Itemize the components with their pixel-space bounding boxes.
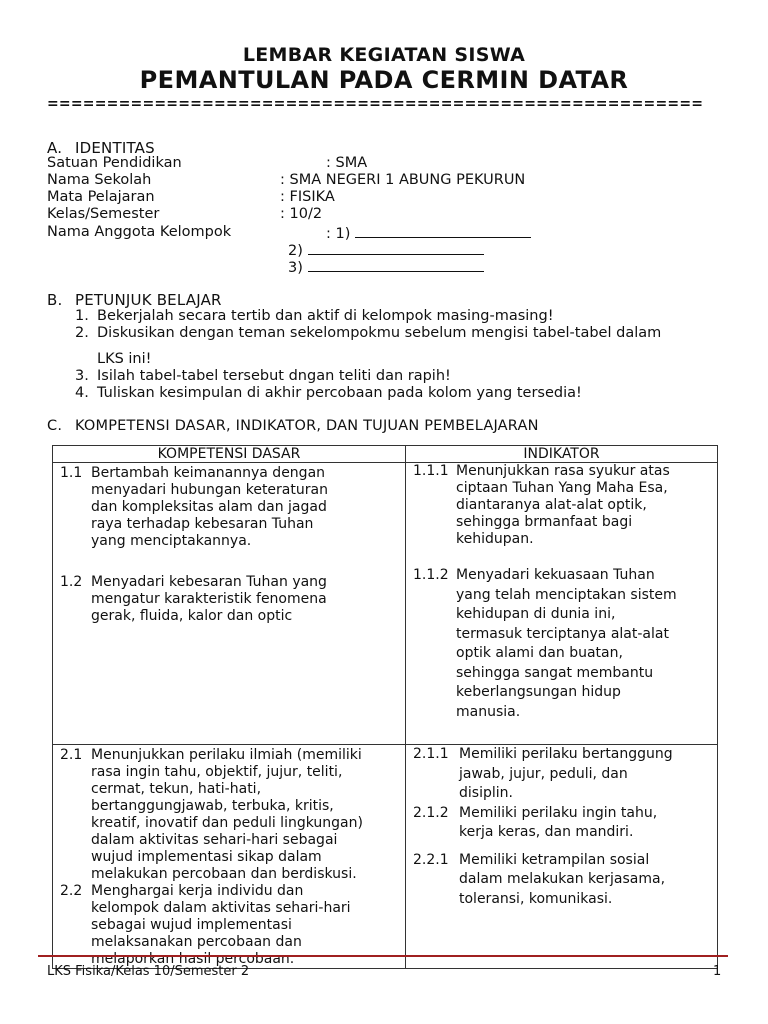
item-line: sebagai wujud implementasi xyxy=(91,917,292,933)
item-text xyxy=(459,745,717,804)
item-line: termasuk terciptanya alat-alat xyxy=(456,625,669,642)
instruction-item xyxy=(75,385,582,402)
item-line: diantaranya alat-alat optik, xyxy=(456,497,647,513)
item-line: raya terhadap kebesaran Tuhan xyxy=(91,516,314,532)
item-line: cermat, tekun, hati-hati, xyxy=(91,781,262,797)
identity-value-sekolah: : SMA NEGERI 1 ABUNG PEKURUN xyxy=(280,172,526,188)
instruction-item xyxy=(75,368,451,385)
item-code: 1.2 xyxy=(60,574,83,590)
section-a-title: IDENTITAS xyxy=(75,139,155,157)
instruction-item xyxy=(75,308,554,325)
instruction-number: 2. xyxy=(75,325,89,341)
item-line: sehingga brmanfaat bagi xyxy=(456,514,633,530)
item-line: dalam aktivitas sehari-hari sebagai xyxy=(91,832,338,848)
section-b-number: B. xyxy=(47,291,63,309)
member-1-blank[interactable] xyxy=(355,224,531,238)
worksheet-title: PEMANTULAN PADA CERMIN DATAR xyxy=(139,66,629,94)
item-line: gerak, fluida, kalor dan optic xyxy=(91,608,293,624)
identity-value-mapel: : FISIKA xyxy=(280,189,335,205)
identity-value-satuan: : SMA xyxy=(326,155,368,171)
item-line: Memiliki perilaku ingin tahu, xyxy=(459,804,658,821)
item-line: Menyadari kebesaran Tuhan yang xyxy=(91,574,327,590)
kd-cell xyxy=(53,745,406,969)
item-line: rasa ingin tahu, objektif, jujur, teliti, xyxy=(91,764,343,780)
item-code: 1.1.1 xyxy=(413,463,449,479)
item-line: Menghargai kerja individu dan xyxy=(91,883,304,899)
item-text xyxy=(459,851,717,910)
footer-rule xyxy=(38,955,728,957)
identity-member-3 xyxy=(288,258,484,277)
kd-item xyxy=(60,574,405,625)
item-code: 2.2 xyxy=(60,883,83,899)
item-line: jawab, jujur, peduli, dan xyxy=(459,765,628,782)
item-line: ciptaan Tuhan Yang Maha Esa, xyxy=(456,480,668,496)
item-line: melaksanakan percobaan dan xyxy=(91,934,302,950)
identity-label-sekolah: Nama Sekolah xyxy=(47,172,152,188)
item-text xyxy=(91,465,405,550)
indikator-item xyxy=(413,566,717,722)
identity-label-satuan: Satuan Pendidikan xyxy=(47,155,182,171)
item-line: disiplin. xyxy=(459,785,513,801)
table-row xyxy=(53,745,718,969)
item-line: kreatif, inovatif dan peduli lingkungan) xyxy=(91,815,363,831)
separator-line: ======================================================= xyxy=(47,96,704,112)
item-line: yang menciptakannya. xyxy=(91,533,252,549)
item-code: 2.1 xyxy=(60,747,83,763)
member-3-blank[interactable] xyxy=(308,258,484,272)
item-text xyxy=(91,574,405,625)
header-kompetensi-dasar: KOMPETENSI DASAR xyxy=(53,446,406,463)
item-line: Memiliki ketrampilan sosial xyxy=(459,851,650,868)
item-line: melaporkan hasil percobaan. xyxy=(91,951,295,967)
item-line: yang telah menciptakan sistem xyxy=(456,586,677,603)
member-1-label: : 1) xyxy=(326,226,351,242)
item-line: menyadari hubungan keteraturan xyxy=(91,482,328,498)
instruction-item xyxy=(75,325,661,342)
item-line: dalam melakukan kerjasama, xyxy=(459,871,666,887)
item-line: Menunjukkan perilaku ilmiah (memiliki xyxy=(91,747,362,763)
indikator-cell xyxy=(406,745,718,969)
instruction-number: 3. xyxy=(75,368,89,384)
item-code: 2.2.1 xyxy=(413,851,449,868)
indikator-item xyxy=(413,804,717,843)
worksheet-subtitle: LEMBAR KEGIATAN SISWA xyxy=(242,44,526,66)
indikator-item xyxy=(413,463,717,548)
item-line: mengatur karakteristik fenomena xyxy=(91,591,327,607)
page-number: 1 xyxy=(713,964,722,979)
item-code: 1.1.2 xyxy=(413,567,449,583)
item-line: optik alami dan buatan, xyxy=(456,645,623,661)
item-line: Menunjukkan rasa syukur atas xyxy=(456,463,670,479)
instruction-number: 4. xyxy=(75,385,89,401)
item-line: bertanggungjawab, terbuka, kritis, xyxy=(91,798,334,814)
item-line: dan kompleksitas alam dan jagad xyxy=(91,499,327,515)
identity-label-mapel: Mata Pelajaran xyxy=(47,189,155,205)
item-code: 2.1.2 xyxy=(413,804,449,821)
kd-item xyxy=(60,747,405,883)
instruction-text: Diskusikan dengan teman sekelompokmu sebelum mengisi tabel-tabel dalam xyxy=(97,325,662,341)
section-b-title: PETUNJUK BELAJAR xyxy=(75,291,222,309)
instruction-text: Bekerjalah secara tertib dan aktif di kelompok masing-masing! xyxy=(97,308,554,324)
item-line: wujud implementasi sikap dalam xyxy=(91,849,322,865)
competency-table xyxy=(52,445,718,969)
member-3-label: 3) xyxy=(288,260,303,276)
item-line: Memiliki perilaku bertanggung xyxy=(459,746,673,762)
table-header-row xyxy=(53,446,718,463)
section-c-title: KOMPETENSI DASAR, INDIKATOR, DAN TUJUAN PEMBELAJARAN xyxy=(75,418,539,434)
table-row xyxy=(53,463,718,745)
item-line: melakukan percobaan dan berdiskusi. xyxy=(91,866,357,882)
section-c-number: C. xyxy=(47,418,63,434)
member-2-blank[interactable] xyxy=(308,241,484,255)
item-line: kerja keras, dan mandiri. xyxy=(459,824,634,840)
item-text xyxy=(456,566,717,722)
footer-left: LKS Fisika/Kelas 10/Semester 2 xyxy=(47,964,250,979)
item-text xyxy=(456,463,717,548)
item-line: kehidupan. xyxy=(456,531,534,547)
item-line: Bertambah keimanannya dengan xyxy=(91,465,326,481)
item-line: toleransi, komunikasi. xyxy=(459,890,613,907)
item-text xyxy=(91,747,405,883)
item-line: keberlangsungan hidup xyxy=(456,684,621,700)
item-line: Menyadari kekuasaan Tuhan xyxy=(456,567,655,583)
kd-item xyxy=(60,465,405,550)
indikator-cell xyxy=(406,463,718,745)
instruction-number: 1. xyxy=(75,308,89,324)
item-code: 1.1 xyxy=(60,465,83,481)
item-line: kelompok dalam aktivitas sehari-hari xyxy=(91,900,351,916)
indikator-item xyxy=(413,745,717,804)
item-line: manusia. xyxy=(456,703,521,720)
item-line: kehidupan di dunia ini, xyxy=(456,606,616,622)
instruction-text: Tuliskan kesimpulan di akhir percobaan pada kolom yang tersedia! xyxy=(97,385,582,401)
header-indikator: INDIKATOR xyxy=(406,446,718,463)
identity-label-kelas: Kelas/Semester xyxy=(47,206,160,222)
section-b-heading xyxy=(47,291,222,309)
item-text xyxy=(459,804,717,843)
identity-value-kelas: : 10/2 xyxy=(280,206,323,222)
kd-cell xyxy=(53,463,406,745)
section-a-number: A. xyxy=(47,139,63,157)
instruction-text: Isilah tabel-tabel tersebut dngan teliti dan rapih! xyxy=(97,368,451,384)
instruction-continuation: LKS ini! xyxy=(97,351,152,367)
identity-label-anggota: Nama Anggota Kelompok xyxy=(47,224,232,240)
indikator-item xyxy=(413,851,717,910)
item-code: 2.1.1 xyxy=(413,746,449,762)
section-c-heading xyxy=(47,418,539,434)
member-2-label: 2) xyxy=(288,243,303,259)
item-line: sehingga sangat membantu xyxy=(456,664,654,681)
